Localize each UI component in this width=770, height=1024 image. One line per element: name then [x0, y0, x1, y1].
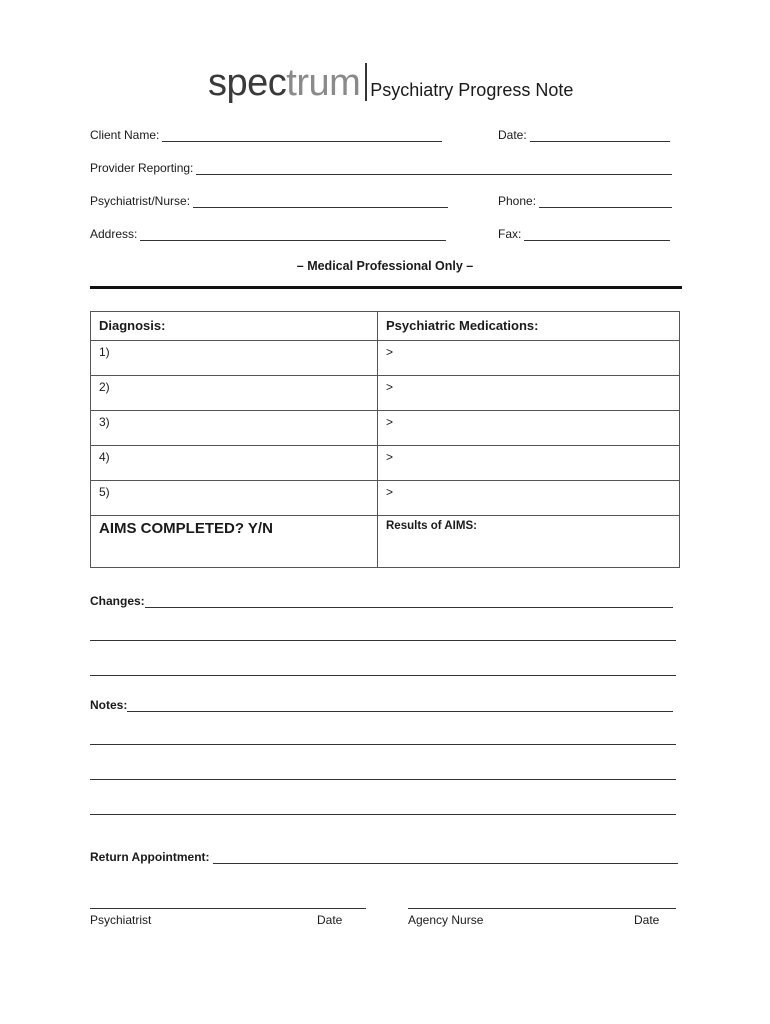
psychiatrist-nurse-field[interactable] — [90, 192, 448, 208]
psychiatrist-label: Psychiatrist — [90, 913, 152, 927]
return-appointment-field[interactable] — [90, 848, 678, 864]
diagnosis-header: Diagnosis: — [91, 312, 378, 341]
changes-label: Changes: — [90, 594, 145, 608]
phone-field[interactable] — [498, 192, 672, 208]
notes-line[interactable] — [127, 699, 673, 712]
psychiatrist-date-label: Date — [317, 913, 343, 927]
address-line[interactable] — [140, 228, 446, 241]
agency-nurse-label: Agency Nurse — [408, 913, 484, 927]
diagnosis-medications-table — [90, 311, 680, 568]
logo-part2: trum — [286, 62, 361, 104]
logo-divider — [365, 63, 367, 101]
changes-line[interactable] — [145, 595, 673, 608]
psychiatrist-signature-line[interactable] — [90, 908, 366, 909]
phone-label: Phone: — [498, 194, 537, 208]
table-row — [91, 481, 680, 516]
aims-row — [91, 516, 680, 568]
provider-reporting-field[interactable] — [90, 159, 672, 175]
notes-label: Notes: — [90, 698, 128, 712]
notes-line-4[interactable] — [90, 814, 676, 815]
section-heading: – Medical Professional Only – — [296, 259, 474, 273]
aims-results-cell[interactable] — [378, 516, 680, 568]
diagnosis-cell[interactable]: 3) — [91, 411, 378, 446]
address-field[interactable] — [90, 225, 446, 241]
psychiatrist-nurse-label: Psychiatrist/Nurse: — [90, 194, 191, 208]
medication-cell[interactable]: > — [378, 446, 680, 481]
diagnosis-cell[interactable]: 4) — [91, 446, 378, 481]
medication-cell[interactable]: > — [378, 376, 680, 411]
table-row — [91, 341, 680, 376]
date-field[interactable] — [498, 126, 670, 142]
changes-field[interactable] — [90, 592, 673, 608]
medications-header: Psychiatric Medications: — [378, 312, 680, 341]
date-line[interactable] — [530, 129, 670, 142]
table-row — [91, 411, 680, 446]
provider-reporting-line[interactable] — [196, 162, 672, 175]
diagnosis-cell[interactable]: 5) — [91, 481, 378, 516]
client-name-label: Client Name: — [90, 128, 160, 142]
aims-completed-label: AIMS COMPLETED? Y/N — [99, 520, 273, 537]
section-divider — [90, 286, 682, 289]
header — [208, 60, 573, 106]
fax-label: Fax: — [498, 227, 522, 241]
diagnosis-cell[interactable]: 1) — [91, 341, 378, 376]
client-name-field[interactable] — [90, 126, 442, 142]
date-label: Date: — [498, 128, 527, 142]
psychiatrist-nurse-line[interactable] — [193, 195, 448, 208]
provider-reporting-label: Provider Reporting: — [90, 161, 194, 175]
document-title: Psychiatry Progress Note — [370, 80, 574, 100]
notes-line-2[interactable] — [90, 744, 676, 745]
changes-line-2[interactable] — [90, 640, 676, 641]
medication-cell[interactable]: > — [378, 341, 680, 376]
return-appointment-line[interactable] — [213, 851, 678, 864]
medication-cell[interactable]: > — [378, 481, 680, 516]
aims-results-label: Results of AIMS: — [386, 520, 477, 532]
table-row — [91, 446, 680, 481]
client-name-line[interactable] — [162, 129, 442, 142]
changes-line-3[interactable] — [90, 675, 676, 676]
return-appointment-label: Return Appointment: — [90, 850, 210, 864]
medication-cell[interactable]: > — [378, 411, 680, 446]
agency-nurse-signature-line[interactable] — [408, 908, 676, 909]
table-row — [91, 376, 680, 411]
agency-nurse-date-label: Date — [634, 913, 660, 927]
phone-line[interactable] — [539, 195, 672, 208]
notes-line-3[interactable] — [90, 779, 676, 780]
spectrum-logo — [208, 60, 360, 106]
logo-part1: spec — [208, 62, 287, 104]
aims-completed-cell[interactable] — [91, 516, 378, 568]
diagnosis-cell[interactable]: 2) — [91, 376, 378, 411]
address-label: Address: — [90, 227, 138, 241]
fax-line[interactable] — [524, 228, 670, 241]
notes-field[interactable] — [90, 696, 673, 712]
fax-field[interactable] — [498, 225, 670, 241]
table-header-row — [91, 312, 680, 341]
